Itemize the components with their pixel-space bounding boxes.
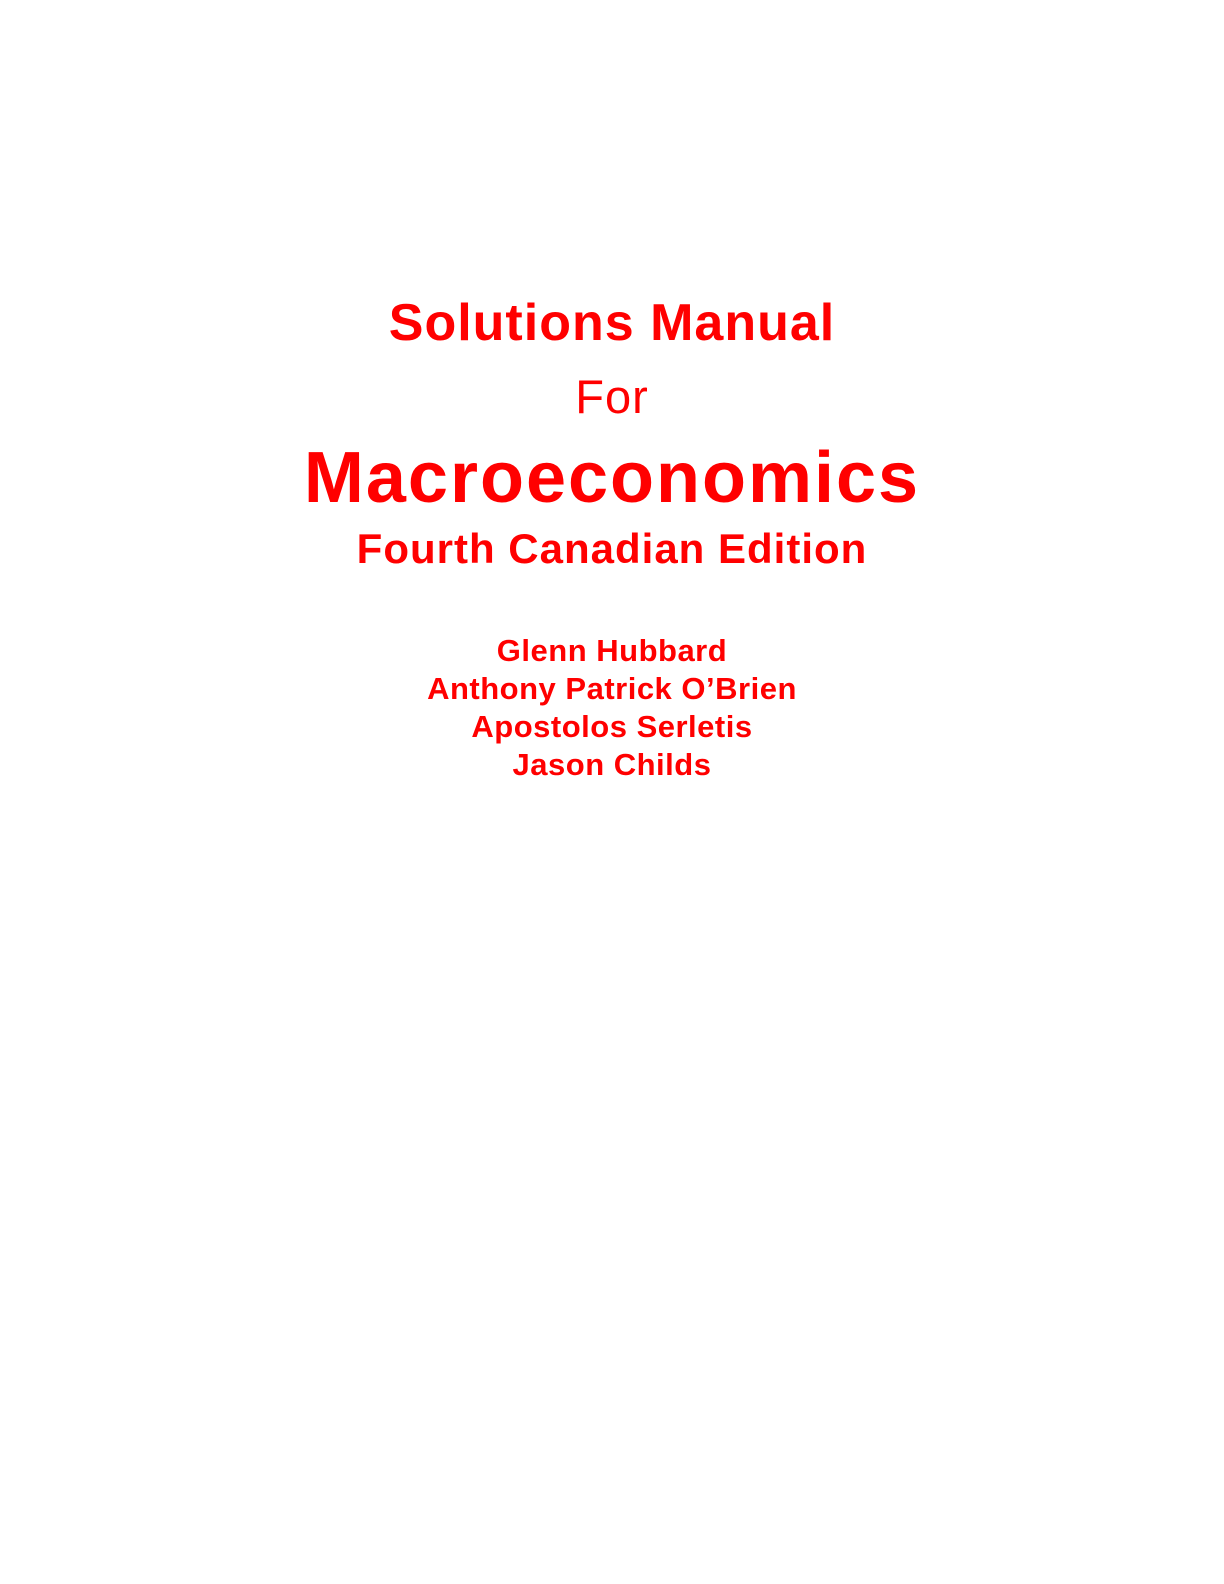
title-line-for: For: [575, 369, 649, 423]
author-name-apostolos-serletis: Apostolos Serletis: [471, 709, 753, 744]
title-line-edition: Fourth Canadian Edition: [356, 524, 868, 572]
author-name-anthony-patrick-obrien: Anthony Patrick O’Brien: [427, 671, 797, 706]
title-block: [0, 296, 1224, 570]
author-list: [0, 632, 1224, 784]
author-name-jason-childs: Jason Childs: [512, 747, 712, 782]
title-line-macroeconomics: Macroeconomics: [303, 437, 921, 518]
author-name-glenn-hubbard: Glenn Hubbard: [496, 633, 728, 668]
title-line-solutions-manual: Solutions Manual: [388, 294, 836, 352]
